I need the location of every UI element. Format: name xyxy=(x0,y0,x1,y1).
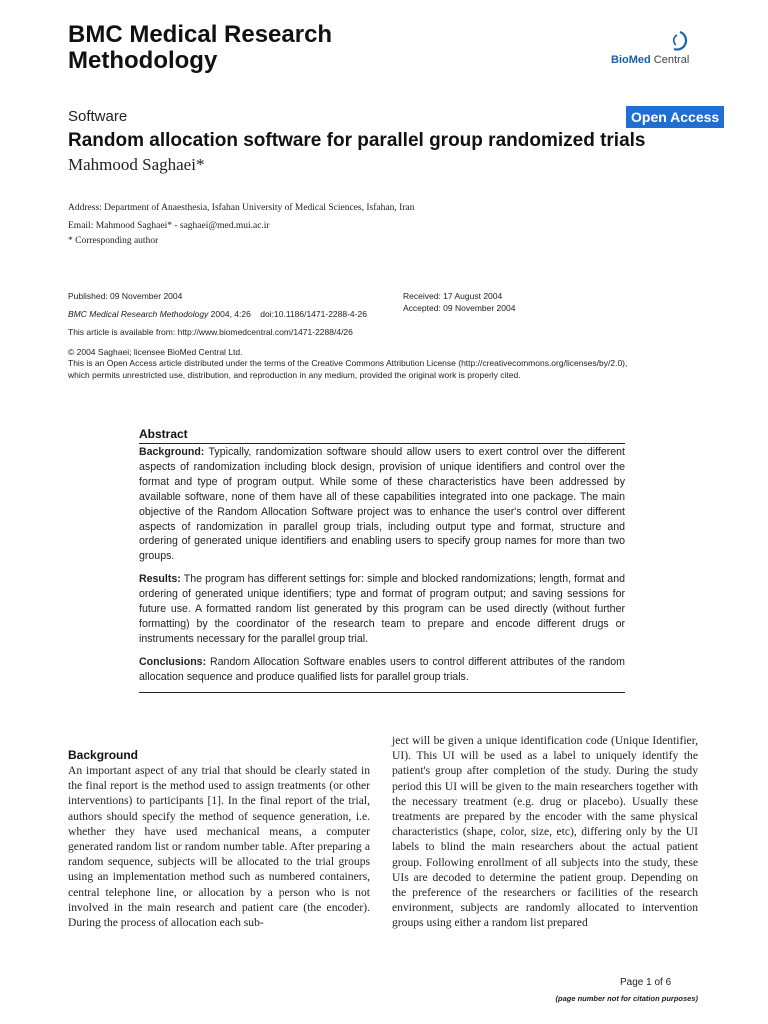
background-heading: Background xyxy=(68,748,139,762)
accepted-date: Accepted: 09 November 2004 xyxy=(403,303,516,313)
author-address: Address: Department of Anaesthesia, Isfahan University of Medical Sciences, Isfahan, Iran xyxy=(68,203,415,213)
journal-title xyxy=(68,22,488,74)
corresponding-note: * Corresponding author xyxy=(68,236,159,246)
author-email: Email: Mahmood Saghaei* - saghaei@med.mui.ac.ir xyxy=(68,221,270,231)
article-title: Random allocation software for parallel group randomized trials xyxy=(68,130,646,151)
biomed-central-logo xyxy=(611,30,731,70)
abstract-results xyxy=(139,572,625,647)
biomed-brand-text xyxy=(611,54,689,66)
citation xyxy=(68,309,367,319)
abstract-results-label: Results: xyxy=(139,573,181,585)
license-line2: which permits unrestricted use, distribution, and reproduction in any medium, provided the original work is properly cited. xyxy=(68,370,521,380)
abstract-bottom-rule xyxy=(139,692,625,693)
abstract-heading: Abstract xyxy=(139,427,188,441)
brand-central: Central xyxy=(653,54,690,66)
citation-details: 2004, 4:26 doi:10.1186/1471-2288-4-26 xyxy=(208,309,367,319)
body-right-column xyxy=(392,733,698,931)
abstract-conclusions-text: Random Allocation Software enables users to control different attributes of the random allocation sequence and produce qualified lists for parallel group trials. xyxy=(139,656,625,683)
abstract-background-label: Background: xyxy=(139,446,205,458)
page-number: Page 1 of 6 xyxy=(620,977,672,988)
received-date: Received: 17 August 2004 xyxy=(403,291,503,301)
brand-biomed: BioMed xyxy=(611,54,651,66)
citation-journal: BMC Medical Research Methodology xyxy=(68,309,209,319)
author-name: Mahmood Saghaei* xyxy=(68,155,205,174)
license-line1: This is an Open Access article distributed under the terms of the Creative Commons Attribution License (http://creativecommons.org/licenses/by/2.0), xyxy=(68,358,628,368)
body-left-paragraph: An important aspect of any trial that should be clearly stated in the final report is the method used to assign treatments (or other interventions) to participants [1]. In the final report of the trial, authors should specify the method of sequence generation, i.e. whether they have used mechanical means, a computer generated random list or random number table. After preparing a random sequence, subjects will be allocated to the trial groups using an implementation method such as numbered containers, central telephone line, or allocation by a person who is not involved in the main research and patient care (the encoder). During the process of allocation each sub- xyxy=(68,764,370,930)
section-label: Software xyxy=(68,108,128,125)
published-date: Published: 09 November 2004 xyxy=(68,291,183,301)
abstract-results-text: The program has different settings for: simple and blocked randomizations; length, format and ordering of generated unique identifiers; type and format of program output; and saving sessions for future use. A formatted random list generated by this program can be used directly (without further formatting) by the coordinator of the research team to prepare and encode different drugs or instruments necessary for the parallel group trial. xyxy=(139,573,625,645)
open-access-badge: Open Access xyxy=(626,106,724,128)
journal-title-line2: Methodology xyxy=(68,47,218,74)
biomed-logo-icon xyxy=(668,30,690,52)
body-right-paragraph: ject will be given a unique identification code (Unique Identifier, UI). This UI will be used as a label to uniquely identify the patient's group after completion of the study. During the study period this UI will be given to the main researchers together with the necessary treatment (e.g. drug or placebo). Usually these treatments are prepared by the encoder with the same physical characteristics (shape, color, size, etc), differing only by the UI labels to blind the main researchers about the actual patient group. Following enrollment of all subjects into the study, these UIs are decoded to determine the patient group. Depending on the preference of the researchers or facilities of the research environment, subjects are randomly allocated to intervention groups using either a random list prepared xyxy=(392,734,698,930)
journal-title-line1: BMC Medical Research xyxy=(68,21,333,48)
body-left-column xyxy=(68,763,370,930)
abstract-top-rule xyxy=(139,443,625,444)
copyright: © 2004 Saghaei; licensee BioMed Central Ltd. xyxy=(68,347,243,357)
abstract-background-text: Typically, randomization software should allow users to exert control over the different aspects of randomization including block design, provision of unique identifiers and control over the format and type of program output. While some of these characteristics have been addressed by available software, none of them have all of these capabilities integrated into one package. The main objective of the Random Allocation Software project was to enhance the user's control over different aspects of randomization in parallel group trials, including output type and format, structure and ordering of generated unique identifiers and enabling users to specify group names for more than two groups. xyxy=(139,446,625,563)
page-number-note: (page number not for citation purposes) xyxy=(555,994,698,1003)
article-url-line: This article is available from: http://www.biomedcentral.com/1471-2288/4/26 xyxy=(68,327,353,337)
abstract-conclusions xyxy=(139,655,625,685)
abstract-conclusions-label: Conclusions: xyxy=(139,656,207,668)
abstract-background xyxy=(139,445,625,564)
